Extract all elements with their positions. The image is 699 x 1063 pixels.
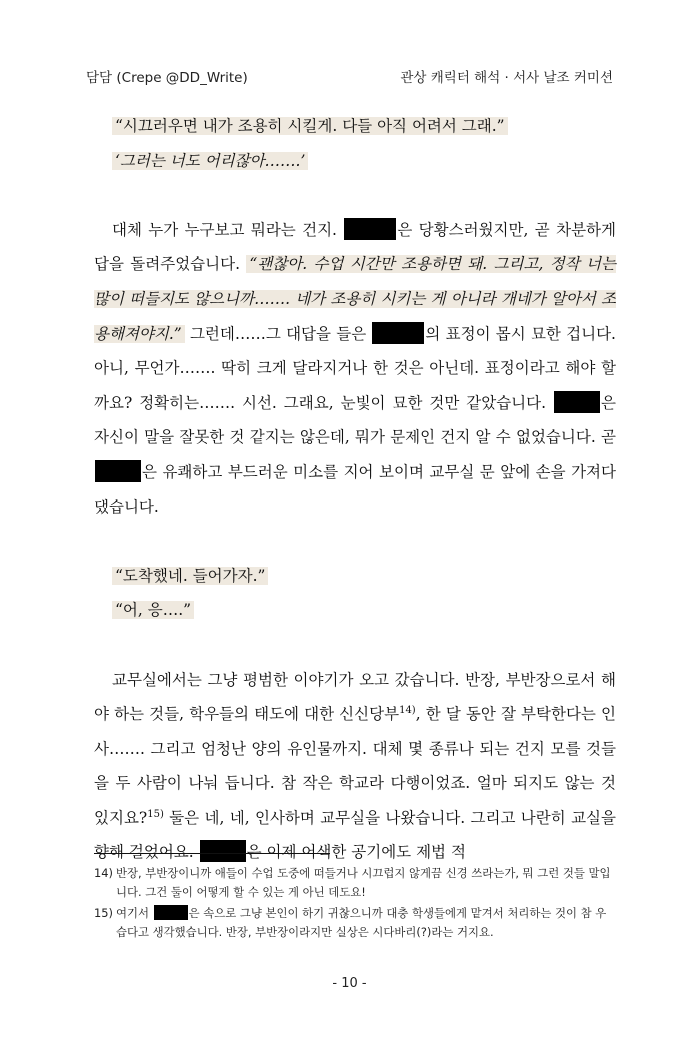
page-header: [86, 66, 613, 86]
dialogue-line: “어, 응….”: [94, 593, 616, 628]
dialogue-line: “도착했네. 들어가자.”: [94, 559, 616, 594]
header-title: 관상 캐릭터 해석 · 서사 날조 커미션: [400, 70, 613, 86]
footnote-14: 14) 반장, 부반장이니까 애들이 수업 도중에 떠들거나 시끄럽지 않게끔 신경 쓰라는가, 뭐 그런 것들 말입니다. 그건 둘이 어떻게 할 수 있는 게 아닌 데도요!: [94, 866, 611, 899]
redacted-name: [95, 460, 141, 482]
page-number: - 10 -: [332, 976, 367, 991]
footnote-divider: [94, 853, 330, 854]
footnote-15: 15) 여기서 은 속으로 그냥 본인이 하기 귀찮으니까 대충 학생들에게 맡겨서 처리하는 것이 참 우습다고 생각했습니다. 반장, 부반장이라지만 실상은 시다바리(?)라는 거지요.: [94, 906, 607, 939]
footnotes: [94, 864, 616, 944]
paragraph-2: 교무실에서는 그냥 평범한 이야기가 오고 갔습니다. 반장, 부반장으로서 해야 하는 것들, 학우들의 태도에 대한 신신당부$^{14)}$, 한 달 동안 잘 부탁한다는 인사……. 그리고 엄청난 양의 유인물까지. 대체 몇 종류나 되는 건지 모를 것들을 두 사람이 나눠 듭니다. 참 작은 학교라 다행이었죠. 얼마 되지도 않는 것 있지요?$^{15)}$ 둘은 네, 네, 인사하며 교무실을 나왔습니다. 그리고 나란히 교실을 향해 걸었어요. 은 이제 어색한 공기에도 제법 적: [94, 670, 616, 862]
main-text: [94, 109, 616, 870]
redacted-name: [372, 322, 424, 344]
redacted-name: [154, 905, 188, 920]
footnote-ref-14[interactable]: 14): [399, 704, 416, 716]
footnote-ref-15[interactable]: 15): [147, 808, 164, 820]
highlighted-quote: “괜찮아. 수업 시간만 조용하면 돼. 그리고, 정작 너는 많이 떠들지도 않으니까……. 네가 조용히 시키는 게 아니라 개네가 알아서 조용해져야지.”: [94, 255, 617, 343]
paragraph-1: 대체 누가 누구보고 뭐라는 건지. 은 당황스러웠지만, 곧 차분하게 답을 돌려주었습니다. “괜찮아. 수업 시간만 조용하면 돼. 그리고, 정작 너는 많이 떠들지도 않으니까……. 네가 조용히 시키는 게 아니라 개네가 알아서 조용해져야지.” 그런데……그 대답을 들은 의 표정이 몹시 묘한 겁니다. 아니, 무언가……. 딱히 크게 달라지거나 한 것은 아닌데. 표정이라고 해야 할까요? 정확히는……. 시선. 그래요, 눈빛이 묘한 것만 같았습니다. 은 자신이 말을 잘못한 것 같지는 않은데, 뭐가 문제인 건지 알 수 없었습니다. 곧 은 유쾌하고 부드러운 미소를 지어 보이며 교무실 문 앞에 손을 가져다 댔습니다.: [94, 213, 616, 524]
redacted-name: [344, 218, 396, 240]
redacted-name: [554, 391, 600, 413]
redacted-name: [200, 840, 246, 862]
header-author: 담담 (Crepe @DD_Write): [86, 70, 248, 86]
inner-thought: ‘그러는 너도 어리잖아…….’: [94, 144, 616, 179]
dialogue-line: “시끄러우면 내가 조용히 시킬게. 다들 아직 어려서 그래.”: [94, 109, 616, 144]
